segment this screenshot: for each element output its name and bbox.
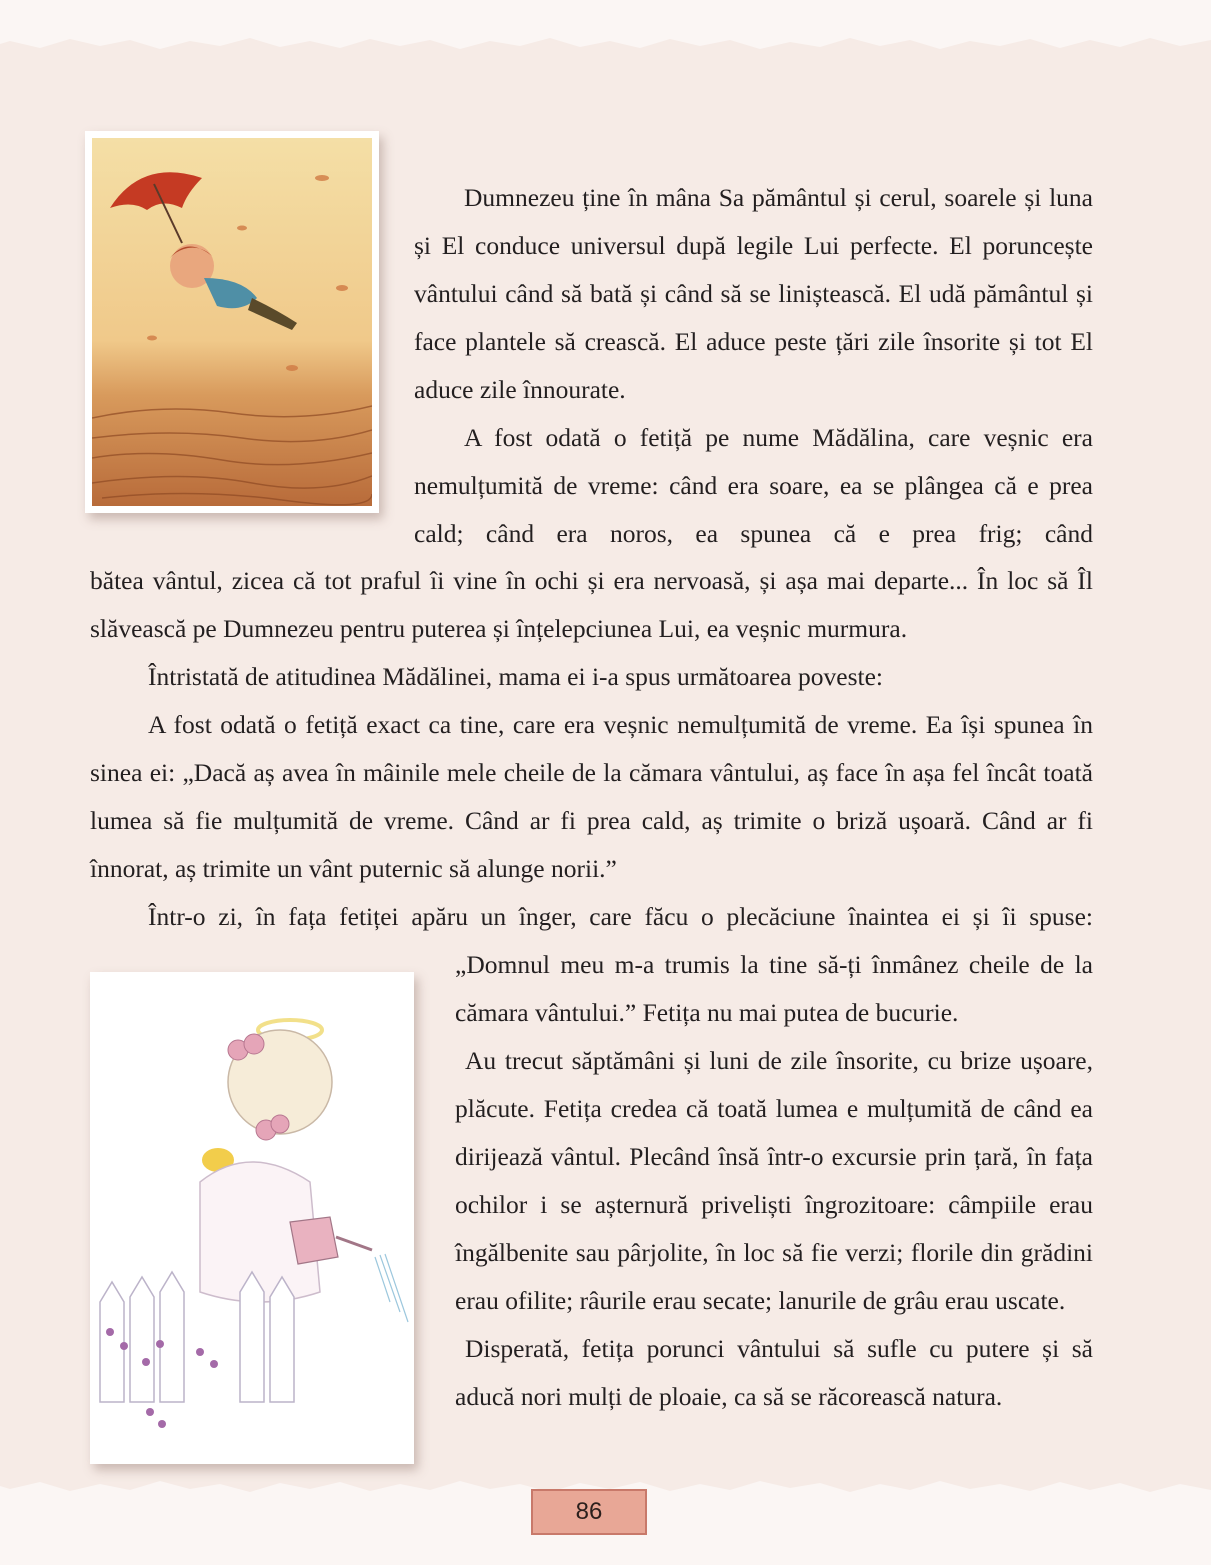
paragraph: A fost odată o fetiță pe nume Mădălina, care veșnic era nemulțumită de vreme: când era soare, ea se plângea că e prea cald; când era noros, ea spunea că e prea frig; când bbox=[414, 423, 1093, 548]
paragraph: Au trecut săptămâni și luni de zile însorite, cu brize ușoare, plăcute. Fetița credea că toată lumea e mulțumită de când ea dirijează vântul. Plecând însă într-o excursie prin țară, în fața ochilor i se așternură priveliști îngrozitoare: câmpiile erau îngălbenite sau pârjolite, în loc să fie verzi; florile din grădini erau ofilite; râurile erau secate; lanurile de grâu erau uscate. bbox=[455, 1046, 1093, 1315]
paragraph: A fost odată o fetiță exact ca tine, care era veșnic nemulțumită de vreme. Ea își spunea în sinea ei: „Dacă aș avea în mâinile mele cheile de la cămara vântului, aș face în așa fel încât toată lumea să fie mulțumită de vreme. Când ar fi prea cald, aș trimite o briză ușoară. Când ar fi înnorat, aș trimite un vânt puternic să alunge norii.” bbox=[90, 710, 1093, 883]
illustration-angel-girl bbox=[90, 972, 414, 1464]
illustration-umbrella-child bbox=[85, 131, 379, 513]
text-middle bbox=[90, 557, 1093, 941]
angel-girl-image bbox=[90, 972, 414, 1464]
paragraph: bătea vântul, zicea că tot praful îi vine în ochi și era nervoasă, și așa mai departe... În loc să Îl slăvească pe Dumnezeu pentru puterea și înțelepciunea Lui, ea veșnic murmura. bbox=[90, 566, 1093, 643]
paragraph: Întristată de atitudinea Mădălinei, mama ei i-a spus următoarea poveste: bbox=[148, 662, 883, 691]
paragraph: Într-o zi, în fața fetiței apăru un înger, care făcu o plecăciune înaintea ei și îi spuse: bbox=[148, 902, 1093, 931]
page-number: 86 bbox=[575, 1498, 603, 1525]
page-number-badge bbox=[531, 1489, 647, 1535]
paragraph: Dumnezeu ține în mâna Sa pământul și cerul, soarele și luna și El conduce universul după legile Lui perfecte. El poruncește vântului când să bată și când să se liniștească. El udă pământul și face plantele să crească. El aduce peste țări zile însorite și tot El aduce zile înnourate. bbox=[414, 183, 1093, 404]
paragraph: Disperată, fetița porunci vântului să sufle cu putere și să aducă nori mulți de ploaie, ca să se răcorească natura. bbox=[455, 1334, 1093, 1411]
text-top bbox=[414, 174, 1093, 558]
paragraph: „Domnul meu m-a trumis la tine să-ți înmânez cheile de la cămara vântului.” Fetița nu mai putea de bucurie. bbox=[455, 950, 1093, 1027]
umbrella-child-image bbox=[92, 138, 372, 506]
text-bottom bbox=[455, 941, 1093, 1421]
